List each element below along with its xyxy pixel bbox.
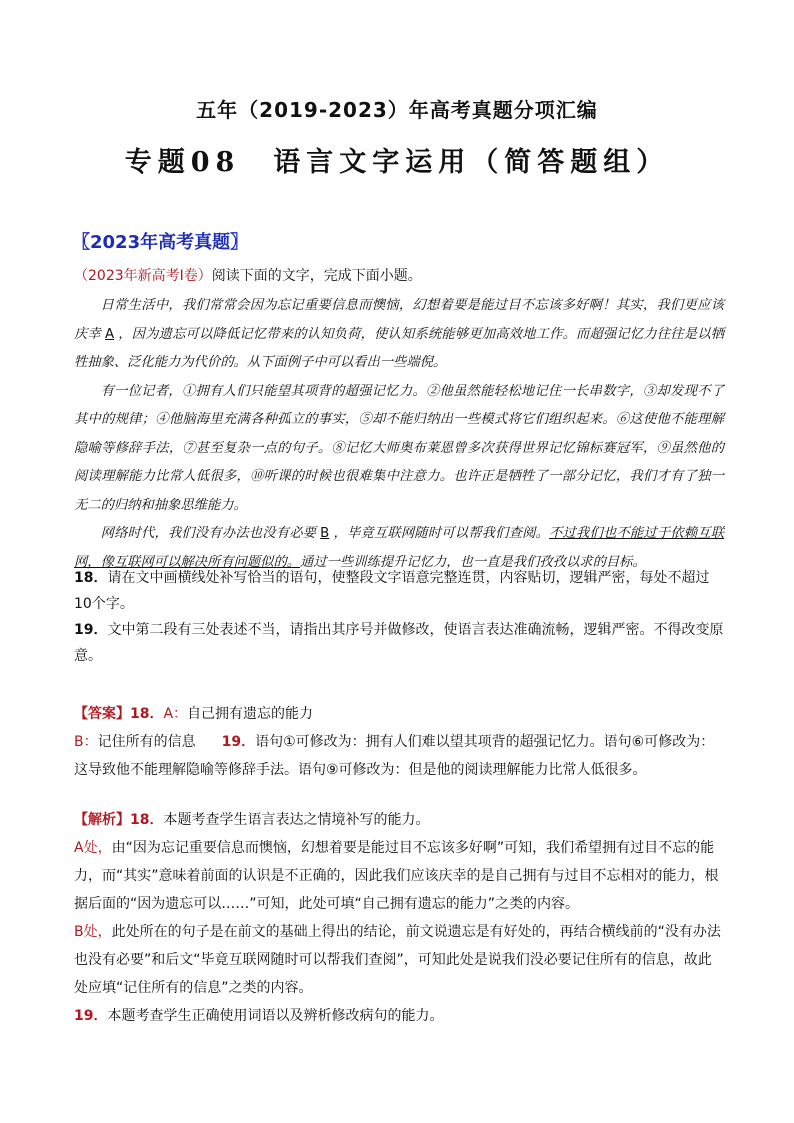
passage-paragraph-1 [74,292,724,378]
passage-paragraph-2: 有一位记者，①拥有人们只能望其项背的超强记忆力。②他虽然能轻松地记住一长串数字，③却发现不了其中的规律；④他脑海里充满各种孤立的事实，⑤却不能归纳出一些模式将它们组织起来。⑥这使他不能理解隐喻等修辞手法，⑦甚至复杂一点的句子。⑧记忆大师奥布莱恩曾多次获得世界记忆锦标赛冠军，⑨虽然他的阅读理解能力比常人低很多，⑩听课的时候也很难集中注意力。也许正是牺牲了一部分记忆，我们才有了独一无二的归纳和抽象思维能力。 [74,383,724,513]
question-18 [74,565,724,617]
blank-a: A [104,326,115,342]
document-title: 五年（2019-2023）年高考真题分项汇编 [196,98,598,122]
underlined-sentence: 不过我们也不能过于依赖互联网，像互联网可以解决所有问题似的。 [74,526,725,570]
blank-b: B [320,526,330,541]
question-number: 19． [74,622,108,638]
answer-label: 【答案】 [74,706,130,722]
analysis-q19-intro: 本题考查学生正确使用词语以及辨析修改病句的能力。 [107,1008,444,1024]
answer-a-text: 自己拥有遗忘的能力 [187,706,314,722]
analysis-a-label: A处， [74,840,112,856]
analysis-block [74,806,724,1030]
analysis-b-label: B处， [74,924,112,940]
passage-text: ，因为遗忘可以降低记忆带来的认知负荷，使认知系统能够更加高效地工作。而超强记忆力往往是以牺牲抽象、泛化能力为代价的。从下面例子中可以看出一些端倪。 [74,326,725,370]
analysis-q18-number: 18． [130,812,164,828]
analysis-a [74,834,724,918]
answer-q18-number: 18． [130,706,164,722]
passage-text: 网络时代，我们没有办法也没有必要 [100,526,317,541]
passage-text: ，毕竟互联网随时可以帮我们查阅。 [333,526,550,541]
answer-q19-text: 语句①可修改为：拥有人们难以望其项背的超强记忆力。语句⑥可修改为：这导致他不能理解隐喻等修辞手法。语句⑨可修改为：但是他的阅读理解能力比常人低很多。 [74,734,715,778]
answer-block [74,700,724,784]
answer-a-label: A： [163,706,188,722]
analysis-q19 [74,1002,724,1030]
answer-line-2 [74,728,724,784]
answer-q19-number: 19． [221,734,256,750]
question-list [74,565,724,669]
instruction-text: 阅读下面的文字，完成下面小题。 [211,268,422,284]
topic-title: 专题08 语言文字运用（简答题组） [124,147,670,178]
question-text: 文中第二段有三处表述不当，请指出其序号并做修改，使语言表达准确流畅，逻辑严密。不得改变原意。 [74,622,724,664]
analysis-b [74,918,724,1002]
passage-text: 日常生活中，我们常常会因为忘记重要信息而懊恼，幻想着要是能过目不忘该多好啊！其实，我们更应该庆幸 [74,298,724,342]
analysis-q19-number: 19． [74,1008,108,1024]
answer-b-text: 记住所有的信息 [97,734,196,750]
question-text: 请在文中画横线处补写恰当的语句，使整段文字语意完整连贯，内容贴切，逻辑严密，每处不超过10个字。 [74,570,710,612]
reading-passage [74,292,724,577]
section-label: 〖2023年高考真题〗 [72,232,249,253]
answer-line-1 [74,700,724,728]
passage-text: 通过一些训练提升记忆力，也一直是我们孜孜以求的目标。 [300,554,646,570]
question-19 [74,617,724,669]
analysis-q18-intro: 本题考查学生语言表达之情境补写的能力。 [163,812,430,828]
question-number: 18． [74,570,108,586]
exam-source-tag: （2023年新高考Ⅰ卷） [74,268,212,284]
analysis-line-1 [74,806,724,834]
answer-b-label: B： [74,734,98,750]
source-line [74,264,724,288]
analysis-label: 【解析】 [74,812,130,828]
analysis-b-text: 此处所在的句子是在前文的基础上得出的结论，前文说遗忘是有好处的，再结合横线前的“没有办法也没有必要”和后文“毕竟互联网随时可以帮我们查阅”，可知此处是说我们没必要记住所有的信息，故此处应填“记住所有的信息”之类的内容。 [74,924,721,996]
analysis-a-text: 由“因为忘记重要信息而懊恼，幻想着要是能过目不忘该多好啊”可知，我们希望拥有过目不忘的能力，而“其实”意味着前面的认识是不正确的，因此我们应该庆幸的是自己拥有与过目不忘相对的能力，根据后面的“因为遗忘可以……”可知，此处可填“自己拥有遗忘的能力”之类的内容。 [74,840,719,912]
